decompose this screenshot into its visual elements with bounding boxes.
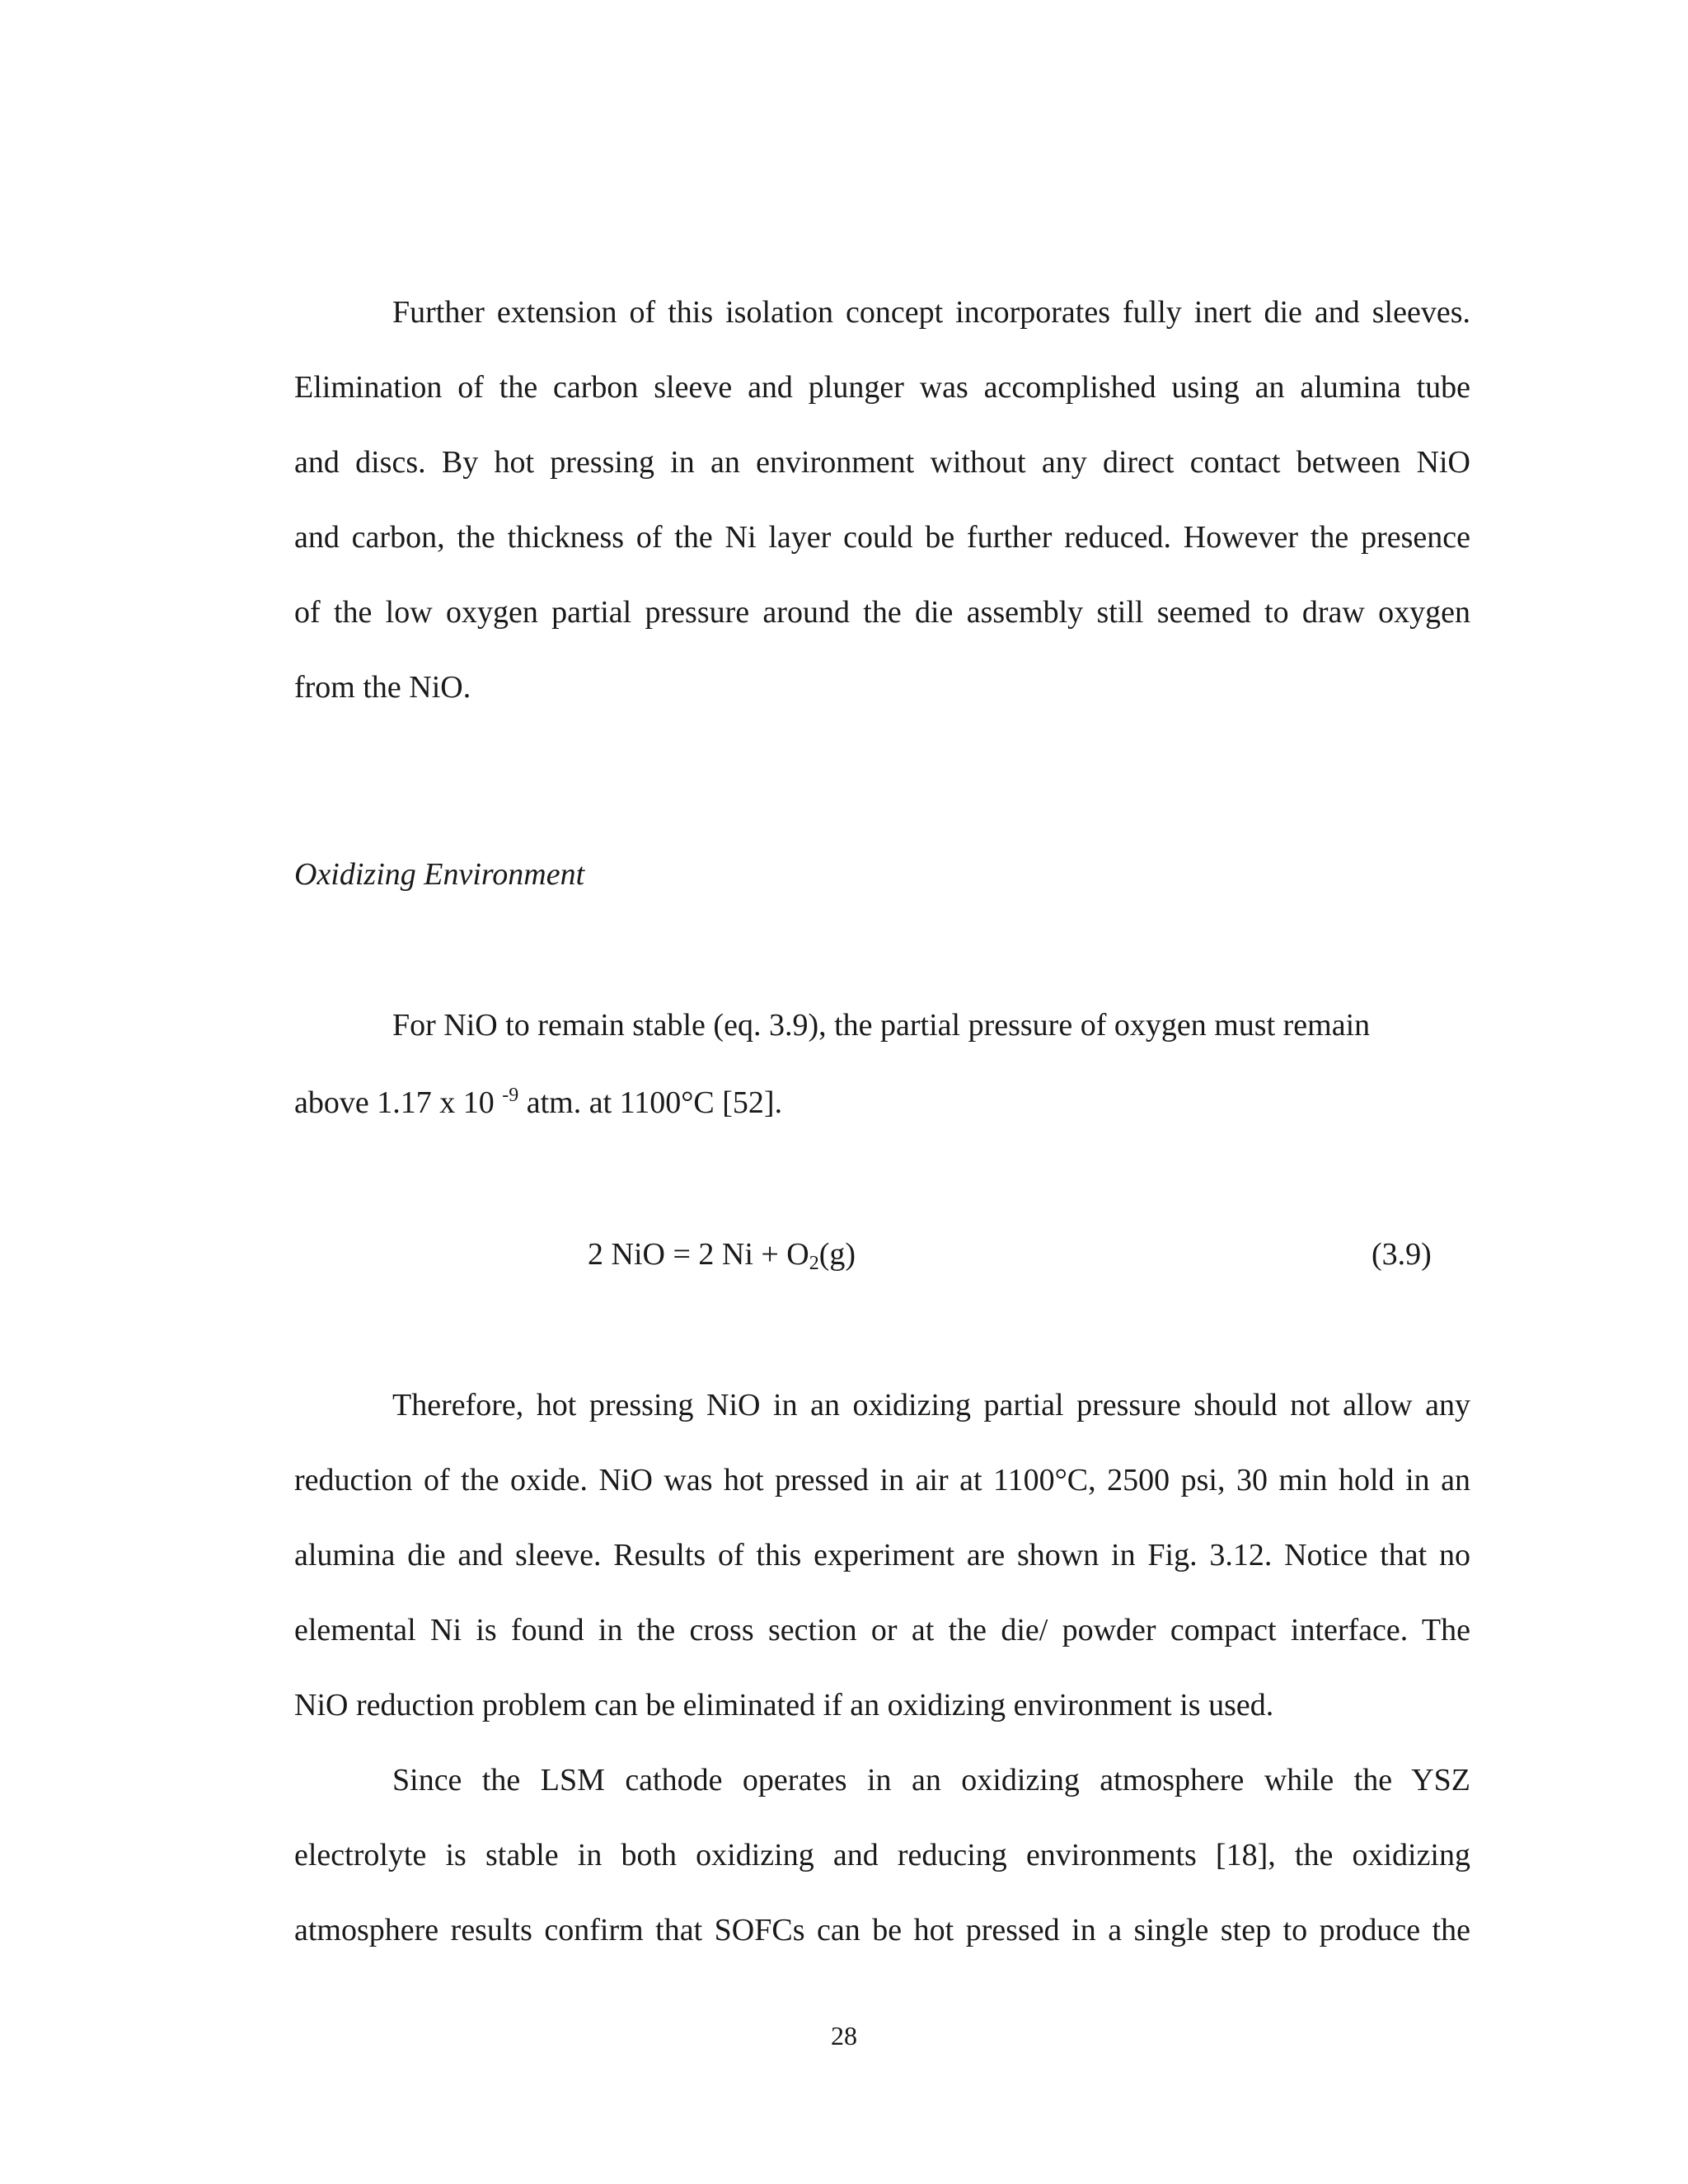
paragraph-1-line-4: and carbon, the thickness of the Ni layer could be further reduced. However the presence [294, 520, 1470, 555]
paragraph-4-line-3: atmosphere results confirm that SOFCs can be hot pressed in a single step to produce the [294, 1913, 1470, 1947]
page-number: 28 [831, 2021, 857, 2050]
equation-text: 2 NiO = 2 Ni + O [588, 1237, 809, 1272]
paragraph-1-line-3: and discs. By hot pressing in an environment without any direct contact between NiO [294, 445, 1470, 480]
section-heading: Oxidizing Environment [294, 857, 585, 892]
equation [588, 1235, 856, 1273]
paragraph-3-line-2: reduction of the oxide. NiO was hot pressed in air at 1100°C, 2500 psi, 30 min hold in an [294, 1463, 1470, 1497]
paragraph-4-line-1: Since the LSM cathode operates in an oxidizing atmosphere while the YSZ [392, 1763, 1470, 1797]
paragraph-1-line-6: from the NiO. [294, 670, 471, 705]
paragraph-1-line-5: of the low oxygen partial pressure around the die assembly still seemed to draw oxygen [294, 595, 1470, 630]
equation-suffix: (g) [818, 1237, 856, 1272]
paragraph-2-line-2-text: above 1.17 x 10 [294, 1085, 503, 1120]
paragraph-1-line-2: Elimination of the carbon sleeve and plunger was accomplished using an alumina tube [294, 370, 1470, 405]
paragraph-4-line-2: electrolyte is stable in both oxidizing and reducing environments [18], the oxidizing [294, 1838, 1470, 1872]
paragraph-3-line-3: alumina die and sleeve. Results of this experiment are shown in Fig. 3.12. Notice that no [294, 1538, 1470, 1572]
equation-subscript: 2 [809, 1253, 819, 1274]
paragraph-3-line-1: Therefore, hot pressing NiO in an oxidizing partial pressure should not allow any [392, 1388, 1470, 1422]
exponent: -9 [502, 1085, 519, 1106]
equation-number: (3.9) [1372, 1237, 1432, 1272]
paragraph-2-line-1: For NiO to remain stable (eq. 3.9), the partial pressure of oxygen must remain [392, 1008, 1371, 1043]
paragraph-3-line-5: NiO reduction problem can be eliminated if an oxidizing environment is used. [294, 1688, 1274, 1722]
paragraph-2-line-2-rest: atm. at 1100°C [52]. [518, 1085, 783, 1120]
paragraph-2-line-2 [294, 1084, 1470, 1122]
paragraph-1-line-1: Further extension of this isolation concept incorporates fully inert die and sleeves. [392, 295, 1470, 330]
paragraph-3-line-4: elemental Ni is found in the cross section or at the die/ powder compact interface. The [294, 1613, 1470, 1647]
